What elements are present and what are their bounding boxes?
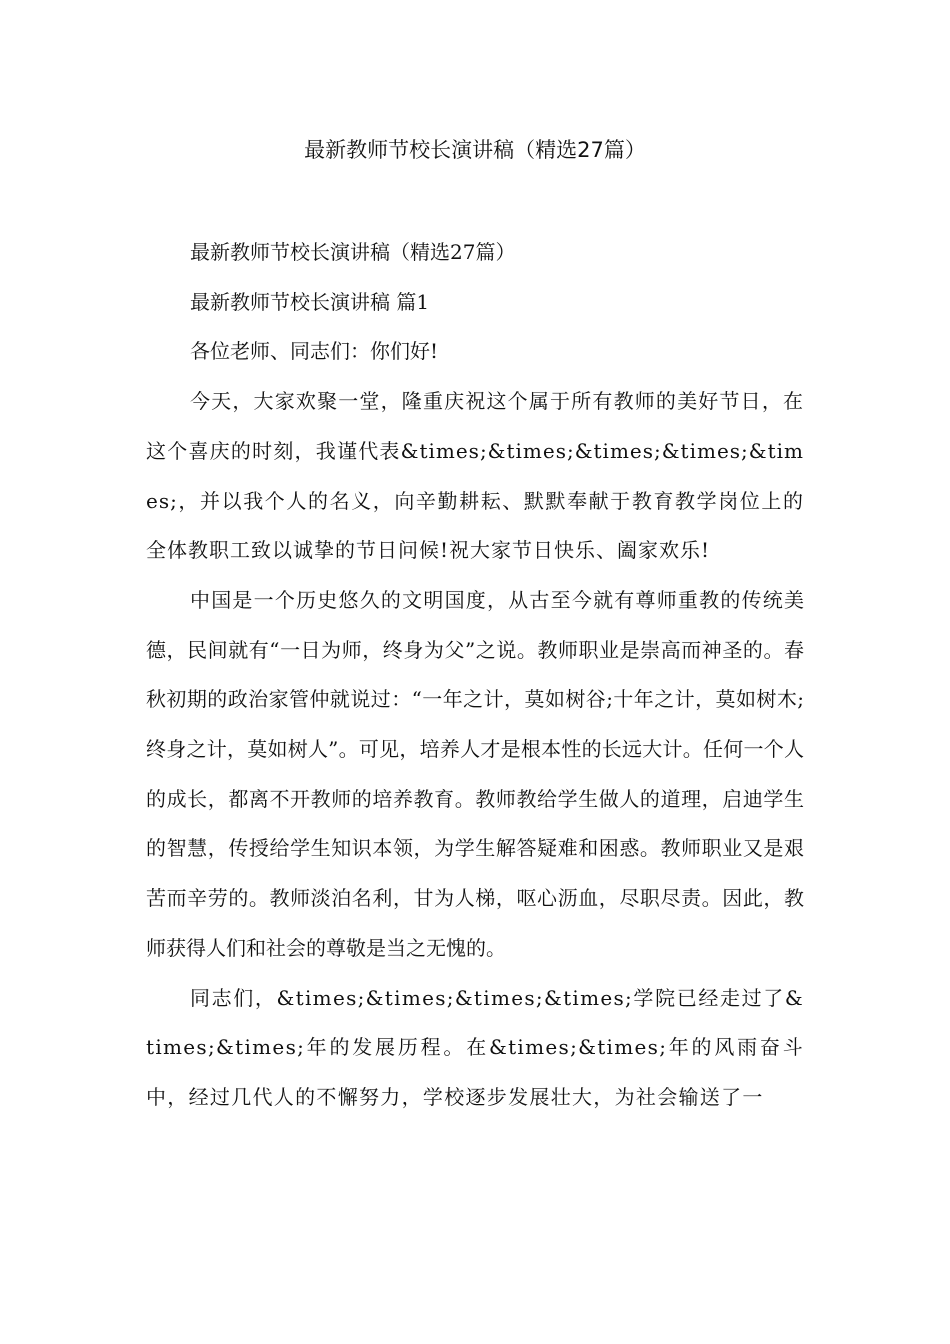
- paragraph-subtitle: 最新教师节校长演讲稿（精选27篇）: [190, 240, 516, 264]
- document-title: 最新教师节校长演讲稿（精选27篇）: [304, 138, 646, 162]
- paragraph-section-heading: 最新教师节校长演讲稿 篇1: [190, 289, 430, 314]
- paragraph-greeting: 各位老师、同志们：你们好!: [190, 339, 439, 364]
- paragraph-celebration: 今天，大家欢聚一堂，隆重庆祝这个属于所有教师的美好节日，在这个喜庆的时刻，我谨代表&times;&times;&times;&times;&times;，并以我个人的名义，向辛勤耕耘、默默奉献于教育教学岗位上的全体教职工致以诚挚的节日问候!祝大家节日快乐、阖家欢乐!: [146, 389, 804, 563]
- document-body: [146, 228, 804, 1123]
- paragraph-teacher-profession: 中国是一个历史悠久的文明国度，从古至今就有尊师重教的传统美德，民间就有“一日为师，终身为父”之说。教师职业是崇高而神圣的。春秋初期的政治家管仲就说过：“一年之计，莫如树谷;十年之计，莫如树木;终身之计，莫如树人”。可见，培养人才是根本性的长远大计。任何一个人的成长，都离不开教师的培养教育。教师教给学生做人的道理，启迪学生的智慧，传授给学生知识本领，为学生解答疑难和困惑。教师职业又是艰苦而辛劳的。教师淡泊名利，甘为人梯，呕心沥血，尽职尽责。因此，教师获得人们和社会的尊敬是当之无愧的。: [146, 587, 804, 960]
- paragraph-college-history: 同志们，&times;&times;&times;&times;学院已经走过了&times;&times;年的发展历程。在&times;&times;年的风雨奋斗中，经过几代人的不懈努力，学校逐步发展壮大，为社会输送了一: [146, 985, 804, 1109]
